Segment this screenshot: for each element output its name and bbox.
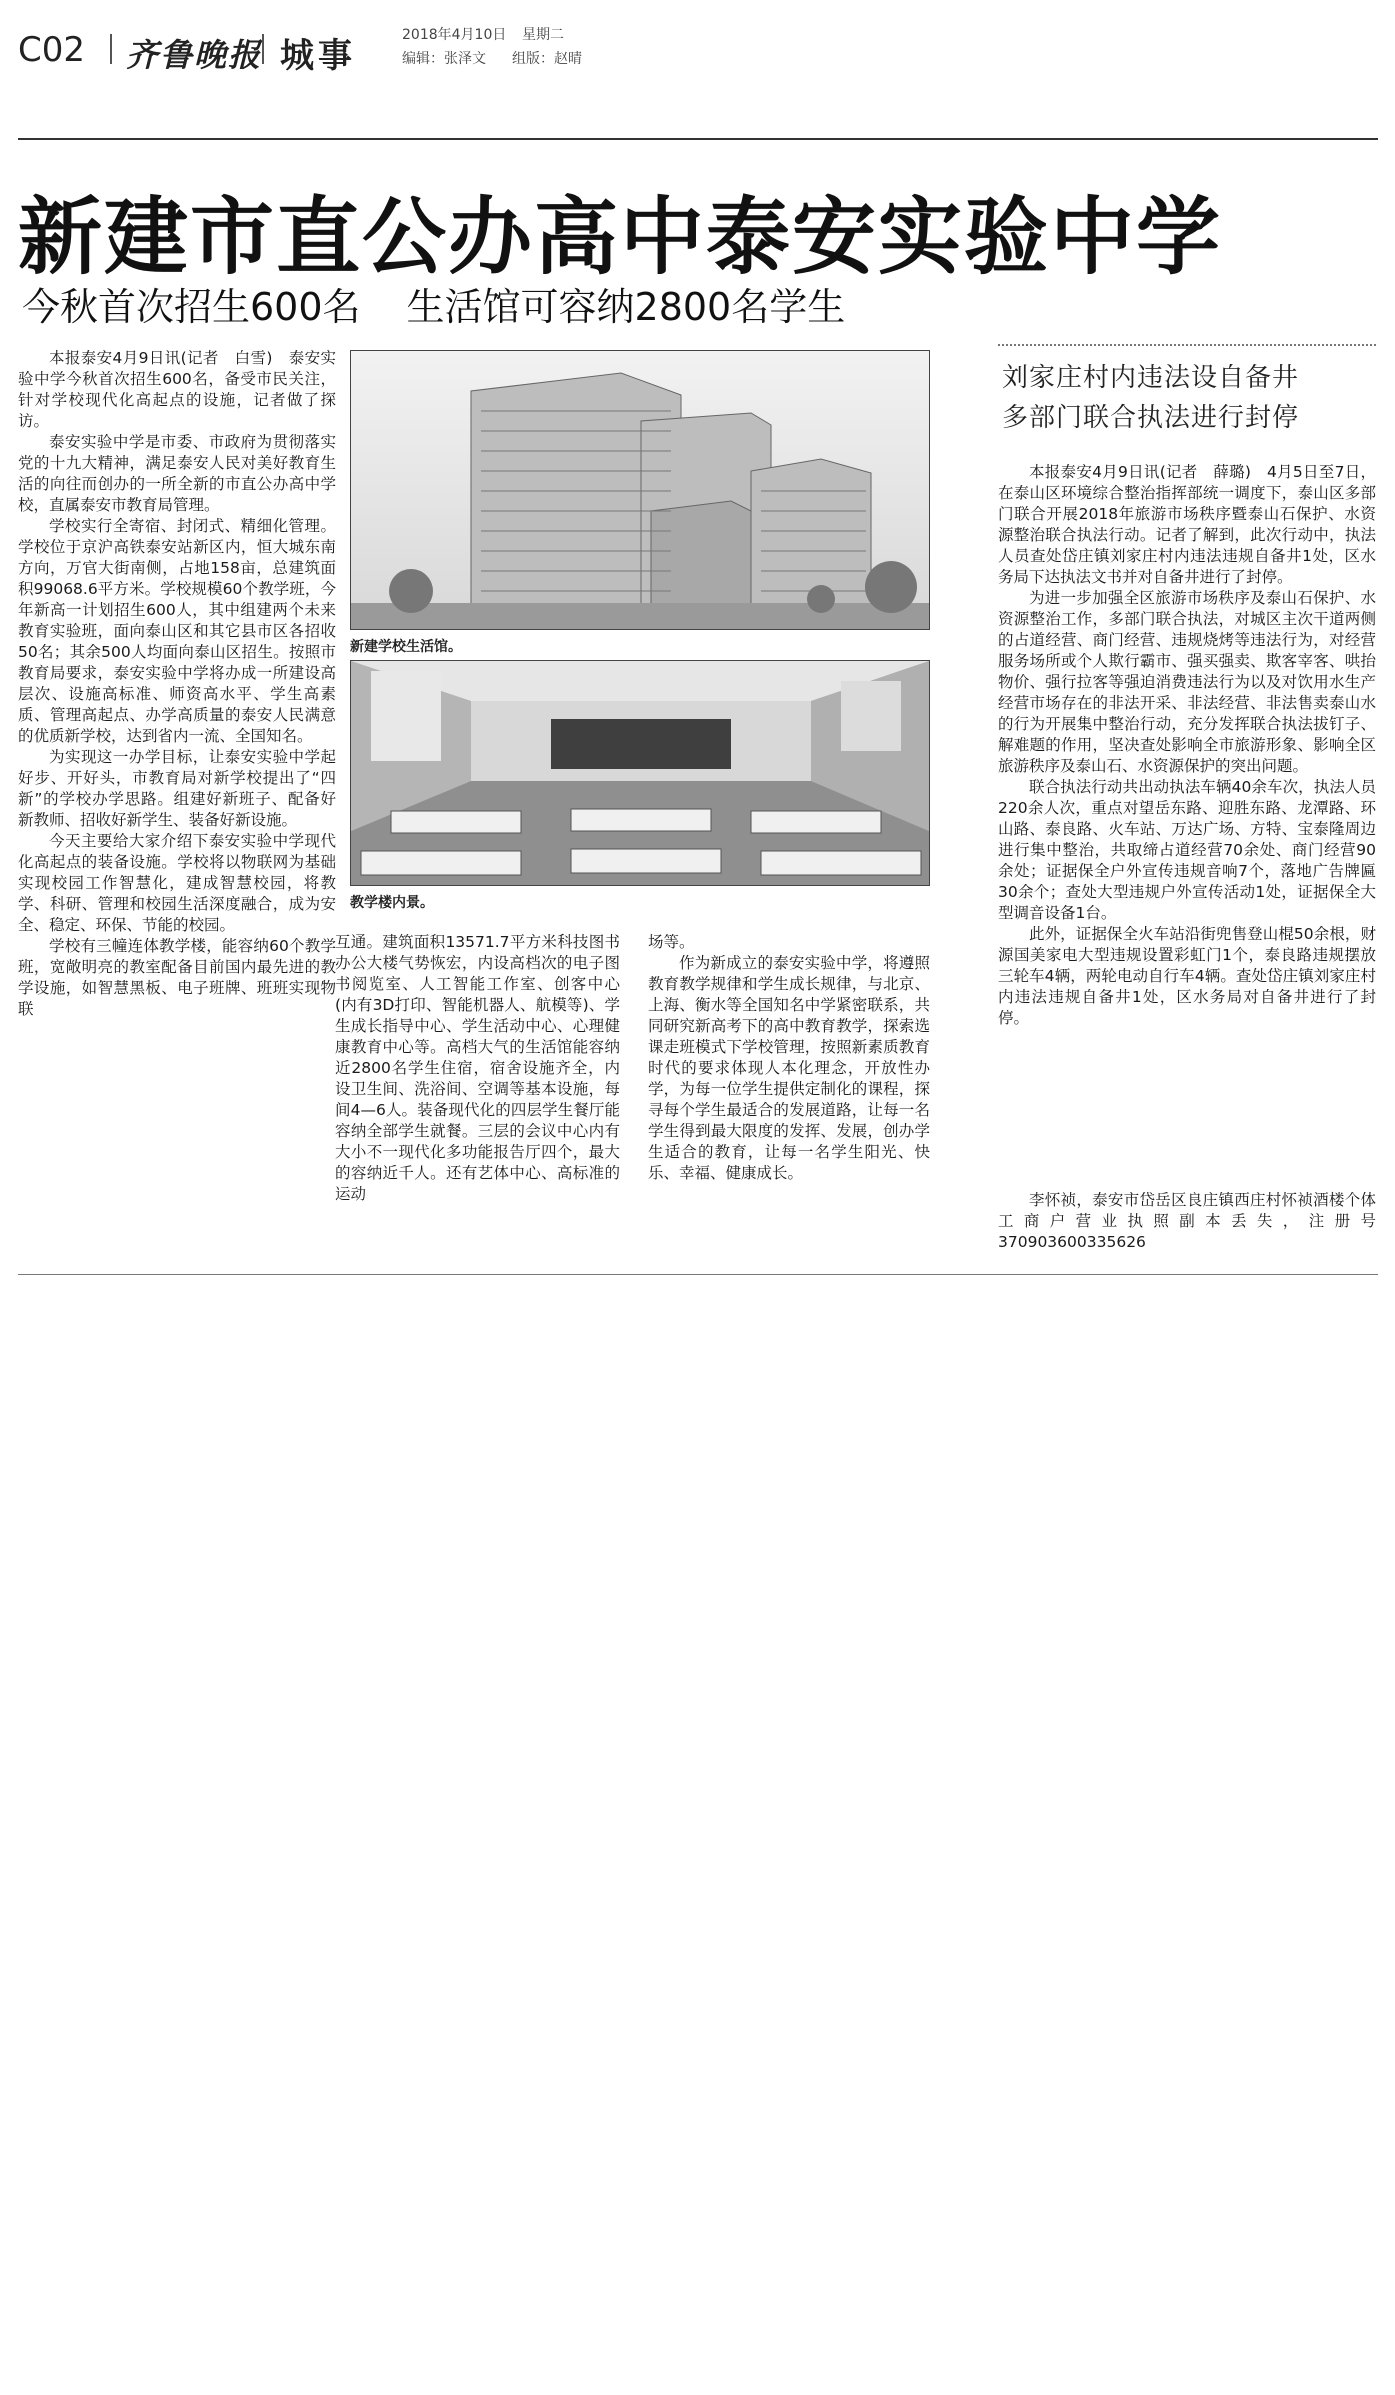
article-paragraph: 作为新成立的泰安实验中学，将遵照教育教学规律和学生成长规律，与北京、上海、衡水等全国知名中学紧密联系，共同研究新高考下的高中教育教学，探索选课走班模式下学校管理，按照新素质教育时代的要求体现人本化理念，开放性办学，为每一位学生提供定制化的课程，探寻每个学生最适合的发展道路，让每一名学生得到最大限度的发挥、发展，创办学生适合的教育，让每一名学生阳光、快乐、幸福、健康成长。 [648, 954, 930, 1182]
subhead-part: 生活馆可容纳2800名学生 [406, 285, 846, 329]
main-subheadline [22, 276, 891, 331]
article-paragraph: 互通。建筑面积13571.7平方米科技图书办公大楼气势恢宏，内设高档次的电子图书阅览室、人工智能工作室、创客中心(内有3D打印、智能机器人、航模等)、学生成长指导中心、学生活动中心、心理健康教育中心等。高档大气的生活馆能容纳近2800名学生住宿，宿舍设施齐全，内设卫生间、洗浴间、空调等基本设施，每间4—6人。装备现代化的四层学生餐厅能容纳全部学生就餐。三层的会议中心内有大小不一现代化多功能报告厅四个，最大的容纳近千人。还有艺体中心、高标准的运动 [335, 933, 620, 1203]
layout-credit: 组版：赵晴 [512, 51, 582, 67]
side-story-body [998, 462, 1376, 1029]
side-headline-line: 刘家庄村内违法设自备井 [1002, 363, 1300, 393]
school-dormitory-photo [350, 350, 930, 630]
main-headline: 新建市直公办高中泰安实验中学 [18, 188, 1223, 286]
side-headline-line: 多部门联合执法进行封停 [1002, 403, 1300, 433]
issue-weekday: 星期二 [522, 27, 564, 43]
article-paragraph: 本报泰安4月9日讯(记者 白雪) 泰安实验中学今秋首次招生600名，备受市民关注，针对学校现代化高起点的设施，记者做了探访。 [18, 349, 336, 430]
paper-logo: 齐鲁晚报 [126, 36, 263, 74]
issue-date: 2018年4月10日 [402, 27, 507, 43]
article-paragraph: 此外，证据保全火车站沿街兜售登山棍50余根，财源国美家电大型违规设置彩虹门1个，泰良路违规摆放三轮车4辆，两轮电动自行车4辆。查处岱庄镇刘家庄村内违法违规自备井1处，区水务局对自备井进行了封停。 [998, 925, 1376, 1027]
article-paragraph: 联合执法行动共出动执法车辆40余车次，执法人员220余人次，重点对望岳东路、迎胜东路、龙潭路、环山路、泰良路、火车站、万达广场、方特、宝泰隆周边进行集中整治，共取缔占道经营70余处、商门经营90余处；证据保全户外宣传违规音响7个，落地广告牌匾30余个；查处大型违规户外宣传活动1处，证据保全大型调音设备1台。 [998, 778, 1376, 922]
header-divider [110, 34, 112, 64]
article-paragraph: 泰安实验中学是市委、市政府为贯彻落实党的十九大精神，满足泰安人民对美好教育生活的向往而创办的一所全新的市直公办高中学校，直属泰安市教育局管理。 [18, 433, 336, 514]
main-story-col-3 [648, 932, 930, 1184]
header-divider [262, 34, 264, 64]
article-paragraph: 学校有三幢连体教学楼，能容纳60个教学班，宽敞明亮的教室配备目前国内最先进的教学设施，如智慧黑板、电子班牌、班班实现物联 [18, 937, 336, 1018]
bottom-rule [18, 1274, 1378, 1275]
main-story-col-2 [335, 932, 620, 1205]
section-title: 城事 [280, 36, 356, 76]
notice-text: 李怀祯，泰安市岱岳区良庄镇西庄村怀祯酒楼个体工商户营业执照副本丢失，注册号370903600335626 [998, 1191, 1376, 1251]
side-headline [1002, 358, 1378, 438]
article-paragraph: 今天主要给大家介绍下泰安实验中学现代化高起点的装备设施。学校将以物联网为基础实现校园工作智慧化，建成智慧校园，将教学、科研、管理和校园生活深度融合，成为安全、稳定、环保、节能的校园。 [18, 832, 336, 934]
side-divider [998, 344, 1376, 346]
article-paragraph: 场等。 [648, 933, 695, 951]
photo-caption: 新建学校生活馆。 [350, 639, 462, 655]
header-rule [18, 138, 1378, 140]
article-paragraph: 为实现这一办学目标，让泰安实验中学起好步、开好头，市教育局对新学校提出了“四新”的学校办学思路。组建好新班子、配备好新教师、招收好新学生、装备好新设施。 [18, 748, 336, 829]
subhead-part: 今秋首次招生600名 [22, 285, 361, 329]
page-code: C02 [18, 30, 86, 70]
lost-license-notice [998, 1190, 1376, 1253]
article-paragraph: 学校实行全寄宿、封闭式、精细化管理。学校位于京沪高铁泰安站新区内，恒大城东南方向，万官大街南侧，占地158亩，总建筑面积99068.6平方米。学校规模60个教学班，今年新高一计划招生600人，其中组建两个未来教育实验班，面向泰山区和其它县市区各招收50名；其余500人均面向泰山区招生。按照市教育局要求，泰安实验中学将办成一所建设高层次、设施高标准、师资高水平、学生高素质、管理高起点、办学高质量的泰安人民满意的优质新学校，达到省内一流、全国知名。 [18, 517, 336, 745]
photo-caption: 教学楼内景。 [350, 895, 434, 911]
main-story-col-1 [18, 348, 336, 1020]
article-paragraph: 本报泰安4月9日讯(记者 薛璐) 4月5日至7日，在泰山区环境综合整治指挥部统一调度下，泰山区多部门联合开展2018年旅游市场秩序暨泰山石保护、水资源整治联合执法行动。记者了解到，此次行动中，执法人员查处岱庄镇刘家庄村内违法违规自备井1处，区水务局下达执法文书并对自备井进行了封停。 [998, 463, 1376, 586]
article-paragraph: 为进一步加强全区旅游市场秩序及泰山石保护、水资源整治工作，多部门联合执法，对城区主次干道两侧的占道经营、商门经营、违规烧烤等违法行为，对经营服务场所或个人欺行霸市、强买强卖、欺客宰客、哄抬物价、强行拉客等强迫消费违法行为以及对饮用水生产经营市场存在的非法开采、非法经营、非法售卖泰山水的行为开展集中整治行动，充分发挥联合执法拔钉子、解难题的作用，坚决查处影响全市旅游形象、影响全区旅游秩序及泰山石、水资源保护的突出问题。 [998, 589, 1376, 775]
editor-credit: 编辑：张泽文 [402, 51, 486, 67]
classroom-interior-photo [350, 660, 930, 886]
